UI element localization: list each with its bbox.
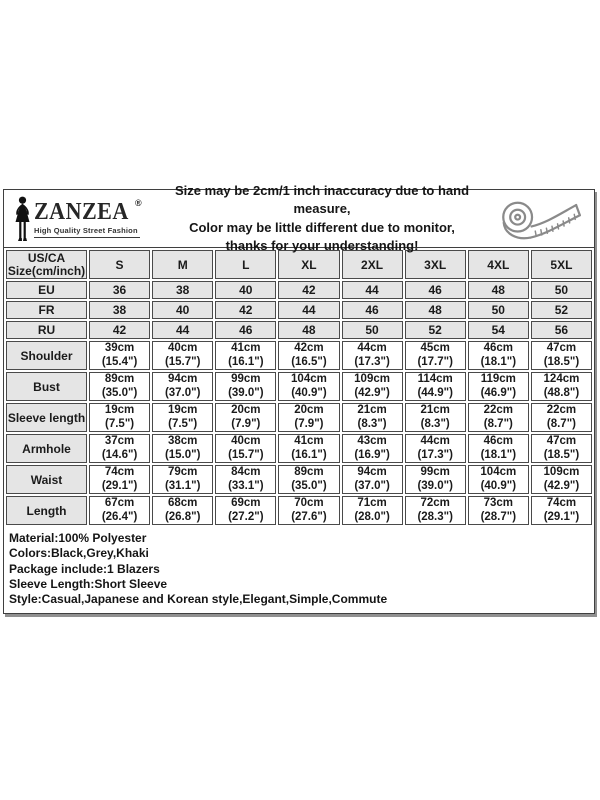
region-size-cell: 42 [278, 281, 339, 299]
measurement-cell: 74cm (29.1") [531, 496, 592, 525]
size-chart-sheet [3, 182, 595, 614]
region-size-cell: 52 [531, 301, 592, 319]
region-row-label: FR [6, 301, 87, 319]
measurement-cell: 39cm (15.4") [89, 341, 150, 370]
region-size-cell: 40 [152, 301, 213, 319]
size-column-header: 4XL [468, 250, 529, 279]
region-size-cell: 44 [342, 281, 403, 299]
measurement-row-label: Armhole [6, 434, 87, 463]
measurement-cell: 71cm (28.0") [342, 496, 403, 525]
region-size-row [6, 321, 592, 339]
measurement-cell: 46cm (18.1") [468, 434, 529, 463]
measurement-row-label: Sleeve length [6, 403, 87, 432]
region-row-label: RU [6, 321, 87, 339]
region-size-cell: 46 [405, 281, 466, 299]
brand-wordmark [34, 197, 142, 238]
size-column-header: XL [278, 250, 339, 279]
size-column-header: S [89, 250, 150, 279]
measurement-cell: 37cm (14.6") [89, 434, 150, 463]
region-size-cell: 38 [152, 281, 213, 299]
measurement-cell: 20cm (7.9") [215, 403, 276, 432]
measurement-cell: 40cm (15.7") [215, 434, 276, 463]
measurement-cell: 19cm (7.5") [152, 403, 213, 432]
measurement-cell: 47cm (18.5") [531, 341, 592, 370]
measurement-cell: 22cm (8.7") [468, 403, 529, 432]
measurement-cell: 94cm (37.0") [152, 372, 213, 401]
region-size-cell: 46 [342, 301, 403, 319]
measurement-row [6, 403, 592, 432]
region-size-cell: 38 [89, 301, 150, 319]
measurement-cell: 38cm (15.0") [152, 434, 213, 463]
brand-name: ZANZEA [34, 198, 129, 225]
measurement-cell: 22cm (8.7") [531, 403, 592, 432]
registered-mark-icon: ® [135, 197, 142, 208]
measurement-cell: 44cm (17.3") [405, 434, 466, 463]
measurement-cell: 73cm (28.7") [468, 496, 529, 525]
corner-label-cell: US/CA Size(cm/inch) [7, 250, 86, 278]
measurement-cell: 41cm (16.1") [215, 341, 276, 370]
measuring-tape-icon [488, 193, 590, 245]
measurement-row [6, 341, 592, 370]
detail-line: Package include:1 Blazers [9, 561, 160, 576]
measurement-cell: 21cm (8.3") [342, 403, 403, 432]
measurement-cell: 119cm (46.9") [468, 372, 529, 401]
notice-header [4, 182, 594, 253]
measurement-cell: 41cm (16.1") [278, 434, 339, 463]
measurement-row [6, 372, 592, 401]
region-row-label: EU [6, 281, 87, 299]
woman-silhouette-icon [13, 196, 32, 242]
measurement-cell: 89cm (35.0") [278, 465, 339, 494]
region-size-cell: 40 [215, 281, 276, 299]
measurement-row-label: Waist [6, 465, 87, 494]
region-size-cell: 50 [468, 301, 529, 319]
measurement-cell: 42cm (16.5") [278, 341, 339, 370]
region-size-cell: 44 [152, 321, 213, 339]
notice-line-1: Size may be 2cm/1 inch inaccuracy due to hand measure, [174, 182, 470, 216]
size-table [4, 248, 594, 527]
measurement-cell: 109cm (42.9") [531, 465, 592, 494]
region-size-cell: 44 [278, 301, 339, 319]
region-size-cell: 36 [89, 281, 150, 299]
measurement-cell: 104cm (40.9") [278, 372, 339, 401]
size-column-header: M [152, 250, 213, 279]
measurement-cell: 20cm (7.9") [278, 403, 339, 432]
measurement-row [6, 496, 592, 525]
measurement-cell: 46cm (18.1") [468, 341, 529, 370]
region-size-cell: 46 [215, 321, 276, 339]
measurement-cell: 68cm (26.8") [152, 496, 213, 525]
detail-line: Style:Casual,Japanese and Korean style,Elegant,Simple,Commute [9, 592, 388, 607]
notice-text [156, 182, 488, 256]
region-size-cell: 54 [468, 321, 529, 339]
size-column-header: 5XL [531, 250, 592, 279]
size-column-header: L [215, 250, 276, 279]
region-size-row [6, 301, 592, 319]
region-size-cell: 50 [531, 281, 592, 299]
measurement-cell: 70cm (27.6") [278, 496, 339, 525]
measurement-cell: 47cm (18.5") [531, 434, 592, 463]
measurement-cell: 104cm (40.9") [468, 465, 529, 494]
detail-line: Material:100% Polyester [9, 531, 147, 545]
measurement-cell: 99cm (39.0") [215, 372, 276, 401]
measurement-cell: 84cm (33.1") [215, 465, 276, 494]
measurement-cell: 109cm (42.9") [342, 372, 403, 401]
measurement-cell: 40cm (15.7") [152, 341, 213, 370]
measurement-cell: 114cm (44.9") [405, 372, 466, 401]
region-size-cell: 56 [531, 321, 592, 339]
measurement-cell: 44cm (17.3") [342, 341, 403, 370]
measurement-row [6, 434, 592, 463]
region-size-cell: 50 [342, 321, 403, 339]
notice-line-2: Color may be little different due to monitor, [189, 219, 455, 235]
region-size-cell: 48 [468, 281, 529, 299]
brand-logo [4, 196, 156, 242]
region-size-cell: 42 [89, 321, 150, 339]
measurement-cell: 89cm (35.0") [89, 372, 150, 401]
size-column-header: 3XL [405, 250, 466, 279]
measurement-cell: 74cm (29.1") [89, 465, 150, 494]
measurement-row-label: Bust [6, 372, 87, 401]
measurement-row-label: Shoulder [6, 341, 87, 370]
measurement-cell: 67cm (26.4") [89, 496, 150, 525]
measurement-cell: 21cm (8.3") [405, 403, 466, 432]
detail-line: Colors:Black,Grey,Khaki [9, 546, 149, 561]
notice-line-3: thanks for your understanding! [225, 238, 419, 253]
measurement-cell: 72cm (28.3") [405, 496, 466, 525]
measurement-row [6, 465, 592, 494]
measurement-cell: 19cm (7.5") [89, 403, 150, 432]
detail-line: Sleeve Length:Short Sleeve [9, 576, 168, 591]
region-size-cell: 52 [405, 321, 466, 339]
region-size-cell: 42 [215, 301, 276, 319]
measurement-cell: 43cm (16.9") [342, 434, 403, 463]
measurement-cell: 124cm (48.8") [531, 372, 592, 401]
measurement-cell: 79cm (31.1") [152, 465, 213, 494]
measurement-row-label: Length [6, 496, 87, 525]
region-size-cell: 48 [405, 301, 466, 319]
measurement-cell: 45cm (17.7") [405, 341, 466, 370]
measurement-cell: 99cm (39.0") [405, 465, 466, 494]
measurement-cell: 69cm (27.2") [215, 496, 276, 525]
brand-tagline: High Quality Street Fashion [34, 225, 140, 238]
measurement-cell: 94cm (37.0") [342, 465, 403, 494]
region-size-cell: 48 [278, 321, 339, 339]
region-size-row [6, 281, 592, 299]
product-details [4, 527, 594, 613]
size-column-header: 2XL [342, 250, 403, 279]
